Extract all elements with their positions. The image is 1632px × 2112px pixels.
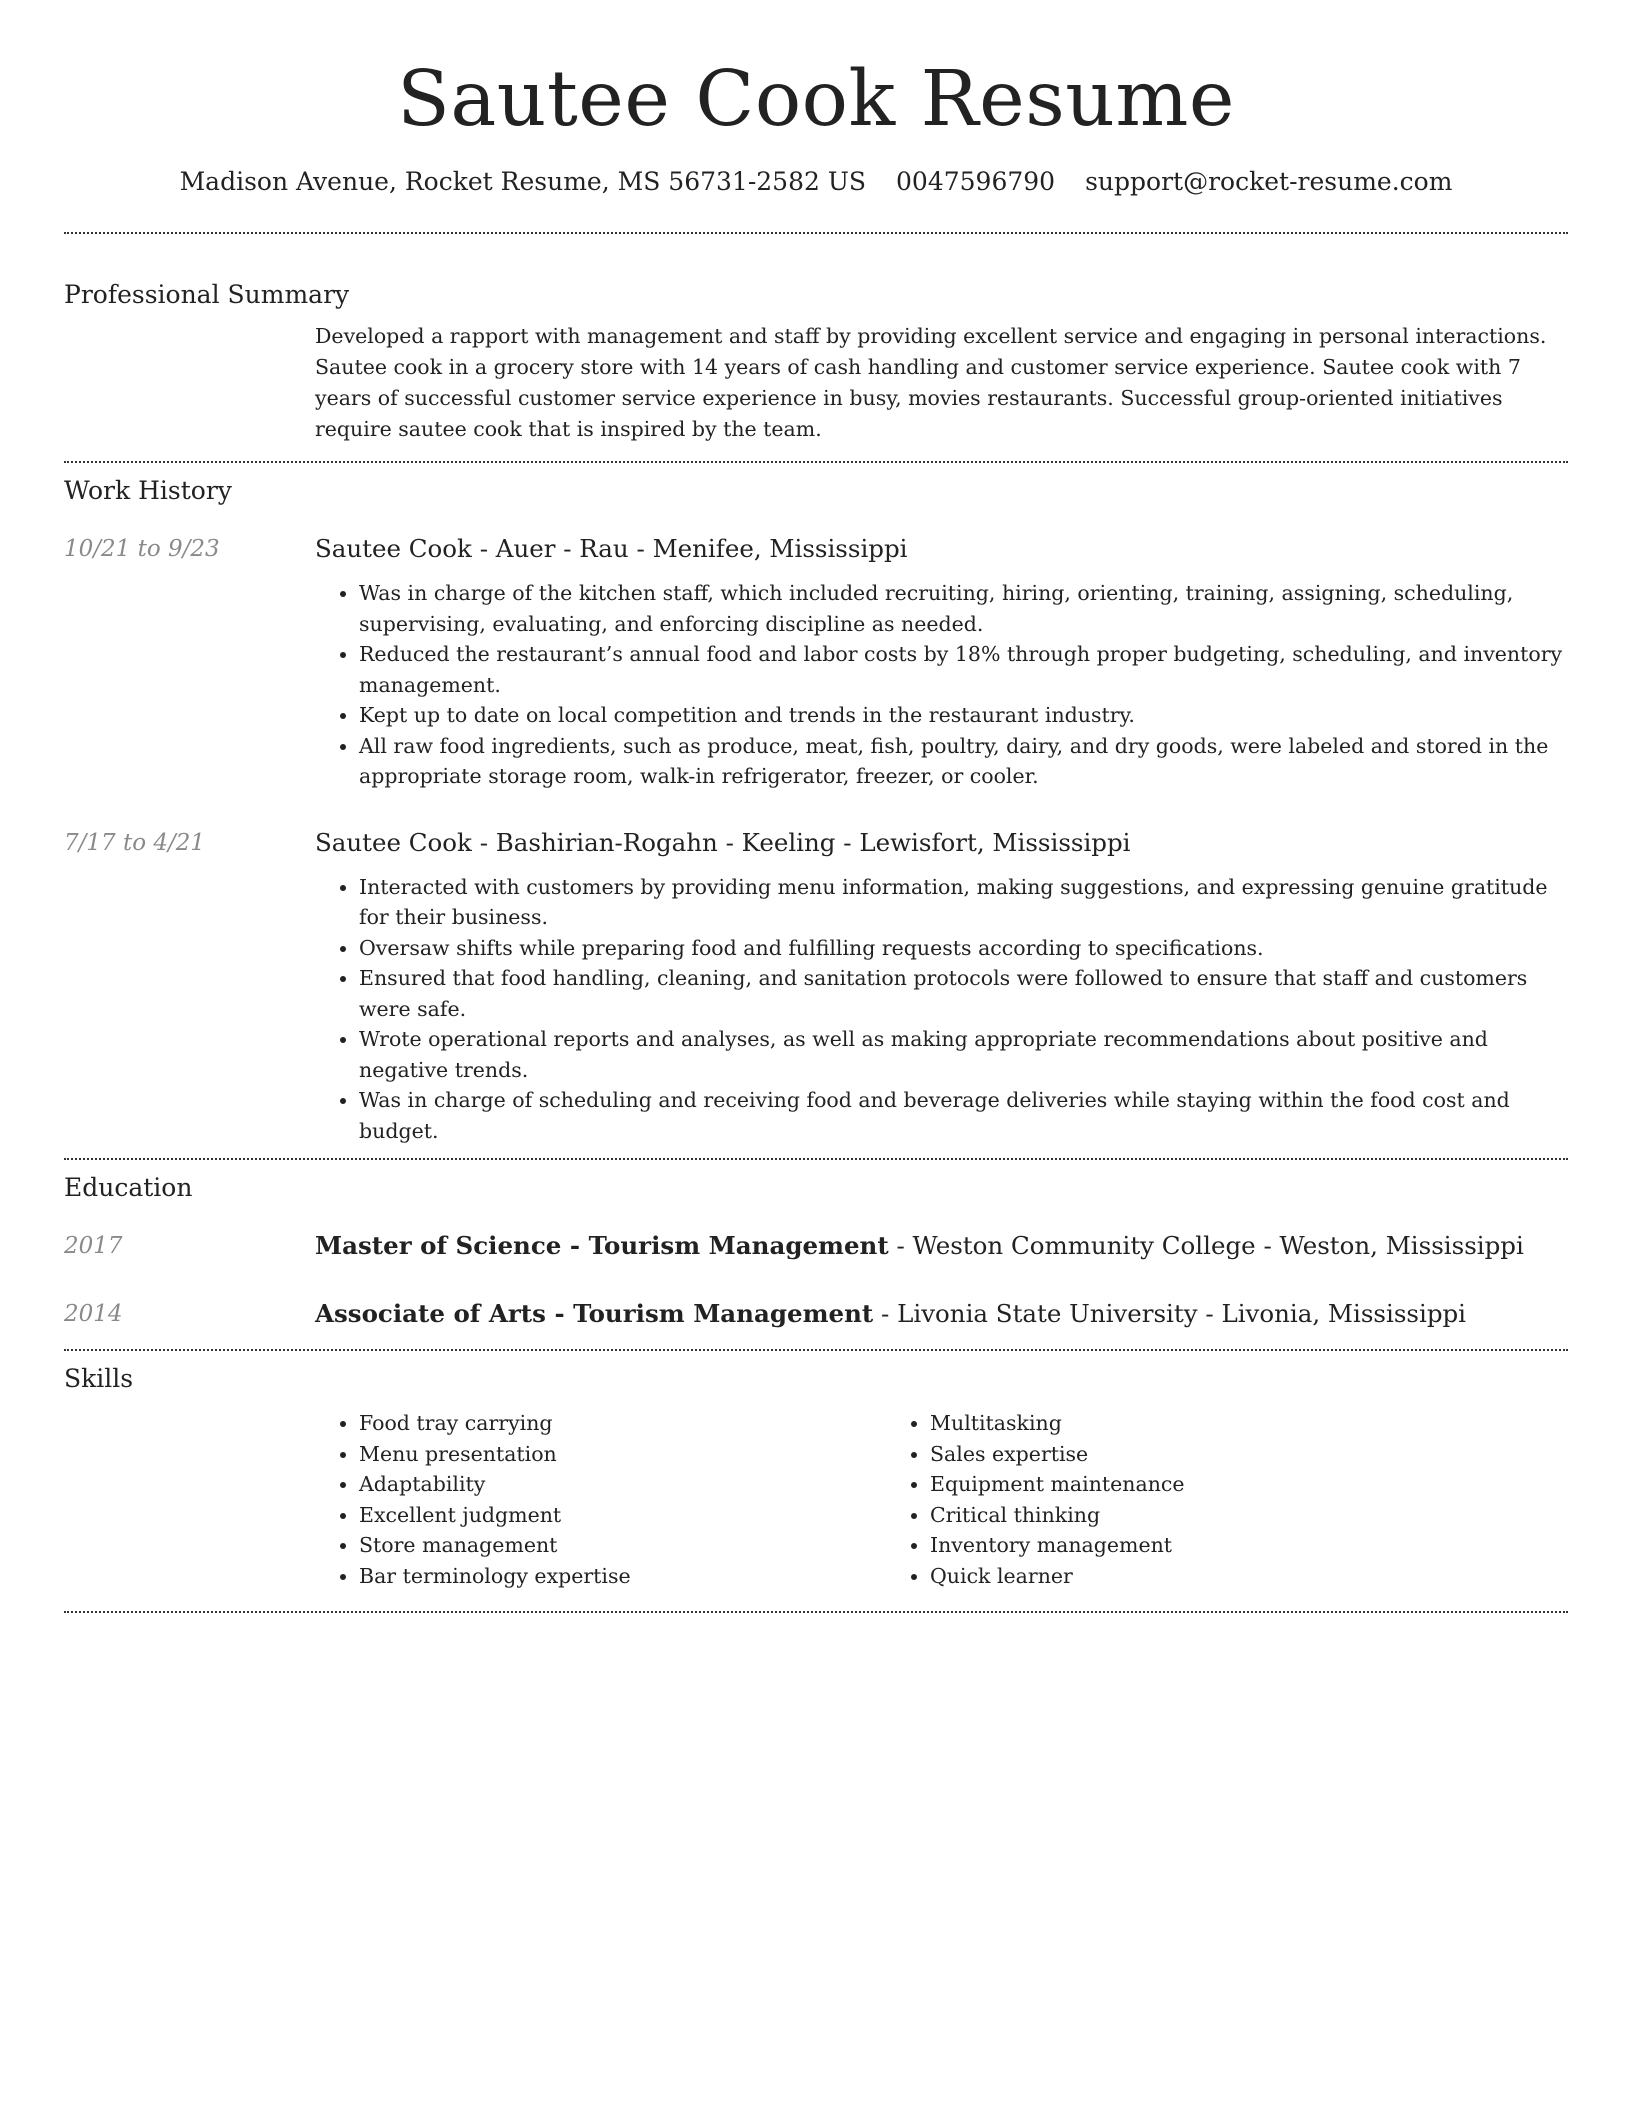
education-field: Tourism Management	[573, 1299, 874, 1328]
skills-grid	[315, 1408, 1568, 1591]
skills-column-2	[886, 1408, 1503, 1591]
education-location: Weston, Mississippi	[1279, 1231, 1524, 1260]
education-entry	[64, 1229, 1568, 1263]
skill-item: • Sales expertise	[930, 1439, 1503, 1470]
contact-line	[64, 164, 1568, 200]
contact-phone: 0047596790	[896, 167, 1056, 196]
skill-item: • Multitasking	[930, 1408, 1503, 1439]
skills-heading: Skills	[64, 1364, 134, 1393]
skills-divider	[64, 1611, 1568, 1613]
education-school: Weston Community College	[912, 1231, 1256, 1260]
job-position: Sautee Cook	[315, 827, 472, 857]
skill-item: • Store management	[359, 1530, 886, 1561]
job-location: Menifee, Mississippi	[652, 534, 908, 563]
job-bullet: • Interacted with customers by providing menu information, making suggestions, and expressing genuine gratitude for their business.	[359, 872, 1568, 933]
job-company: Auer - Rau	[495, 534, 629, 563]
job-title: Sautee Cook - Bashirian-Rogahn - Keeling - Lewisfort, Mississippi	[315, 827, 1131, 857]
job-bullet: • All raw food ingredients, such as produce, meat, fish, poultry, dairy, and dry goods, were labeled and stored in the appropriate storage room, walk-in refrigerator, freezer, or cooler.	[359, 731, 1568, 792]
skill-item: • Adaptability	[359, 1469, 886, 1500]
skills-column-1	[315, 1408, 886, 1591]
skill-item: • Inventory management	[930, 1530, 1503, 1561]
skill-item: • Equipment maintenance	[930, 1469, 1503, 1500]
contact-email: support@rocket-resume.com	[1085, 167, 1453, 196]
contact-address: Madison Avenue, Rocket Resume, MS 56731-2582 US	[179, 167, 867, 196]
job-title: Sautee Cook - Auer - Rau - Menifee, Mississippi	[315, 534, 908, 563]
job-position: Sautee Cook	[315, 534, 472, 563]
job-entry	[64, 532, 1568, 792]
job-bullet: • Reduced the restaurant’s annual food and labor costs by 18% through proper budgeting, scheduling, and inventory management.	[359, 639, 1568, 700]
education-school: Livonia State University	[897, 1299, 1198, 1328]
skills-section	[64, 1351, 1568, 1591]
job-bullet: • Was in charge of the kitchen staff, which included recruiting, hiring, orienting, training, assigning, scheduling, supervising, evaluating, and enforcing discipline as needed.	[359, 578, 1568, 639]
summary-heading: Professional Summary	[64, 280, 350, 309]
education-degree: Associate of Arts	[315, 1299, 546, 1328]
job-location: Lewisfort, Mississippi	[859, 827, 1131, 857]
job-bullets	[315, 578, 1568, 792]
education-entry	[64, 1297, 1568, 1331]
education-field: Tourism Management	[588, 1231, 889, 1260]
job-bullet: • Was in charge of scheduling and receiving food and beverage deliveries while staying within the food cost and budget.	[359, 1085, 1568, 1146]
education-year: 2014	[64, 1301, 123, 1327]
skill-item: • Food tray carrying	[359, 1408, 886, 1439]
job-dates: 10/21 to 9/23	[64, 536, 220, 562]
education-heading: Education	[64, 1173, 193, 1202]
job-bullet: • Wrote operational reports and analyses, as well as making appropriate recommendations about positive and negative trends.	[359, 1024, 1568, 1085]
work-history-heading: Work History	[64, 476, 232, 505]
resume-page	[64, 0, 1568, 1613]
skill-item: • Excellent judgment	[359, 1500, 886, 1531]
summary-text: Developed a rapport with management and staff by providing excellent service and engaging in personal interactions. Sautee cook in a grocery store with 14 years of cash handling and customer service experience. Sautee cook with 7 years of successful customer service experience in busy, movies restaurants. Successful group-oriented initiatives require sautee cook that is inspired by the team.	[315, 324, 1547, 441]
job-bullet: • Oversaw shifts while preparing food and fulfilling requests according to specifications.	[359, 933, 1568, 964]
skill-item: • Quick learner	[930, 1561, 1503, 1592]
job-entry	[64, 826, 1568, 1147]
work-history-section	[64, 463, 1568, 1146]
education-title: Master of Science - Tourism Management - Weston Community College - Weston, Mississippi	[315, 1231, 1524, 1260]
skill-item: • Bar terminology expertise	[359, 1561, 886, 1592]
education-location: Livonia, Mississippi	[1221, 1299, 1467, 1328]
skill-item: • Menu presentation	[359, 1439, 886, 1470]
job-dates: 7/17 to 4/21	[64, 829, 206, 856]
skill-item: • Critical thinking	[930, 1500, 1503, 1531]
education-title: Associate of Arts - Tourism Management - Livonia State University - Livonia, Mississippi	[315, 1299, 1467, 1328]
education-year: 2017	[64, 1233, 123, 1259]
job-bullet: • Ensured that food handling, cleaning, and sanitation protocols were followed to ensure that staff and customers were safe.	[359, 963, 1568, 1024]
summary-section	[64, 234, 1568, 445]
job-company: Bashirian-Rogahn - Keeling	[495, 827, 836, 857]
job-bullet: • Kept up to date on local competition and trends in the restaurant industry.	[359, 700, 1568, 731]
resume-name: Sautee Cook Resume	[397, 55, 1235, 144]
job-bullets	[315, 872, 1568, 1147]
education-section	[64, 1160, 1568, 1331]
education-degree: Master of Science	[315, 1231, 562, 1260]
